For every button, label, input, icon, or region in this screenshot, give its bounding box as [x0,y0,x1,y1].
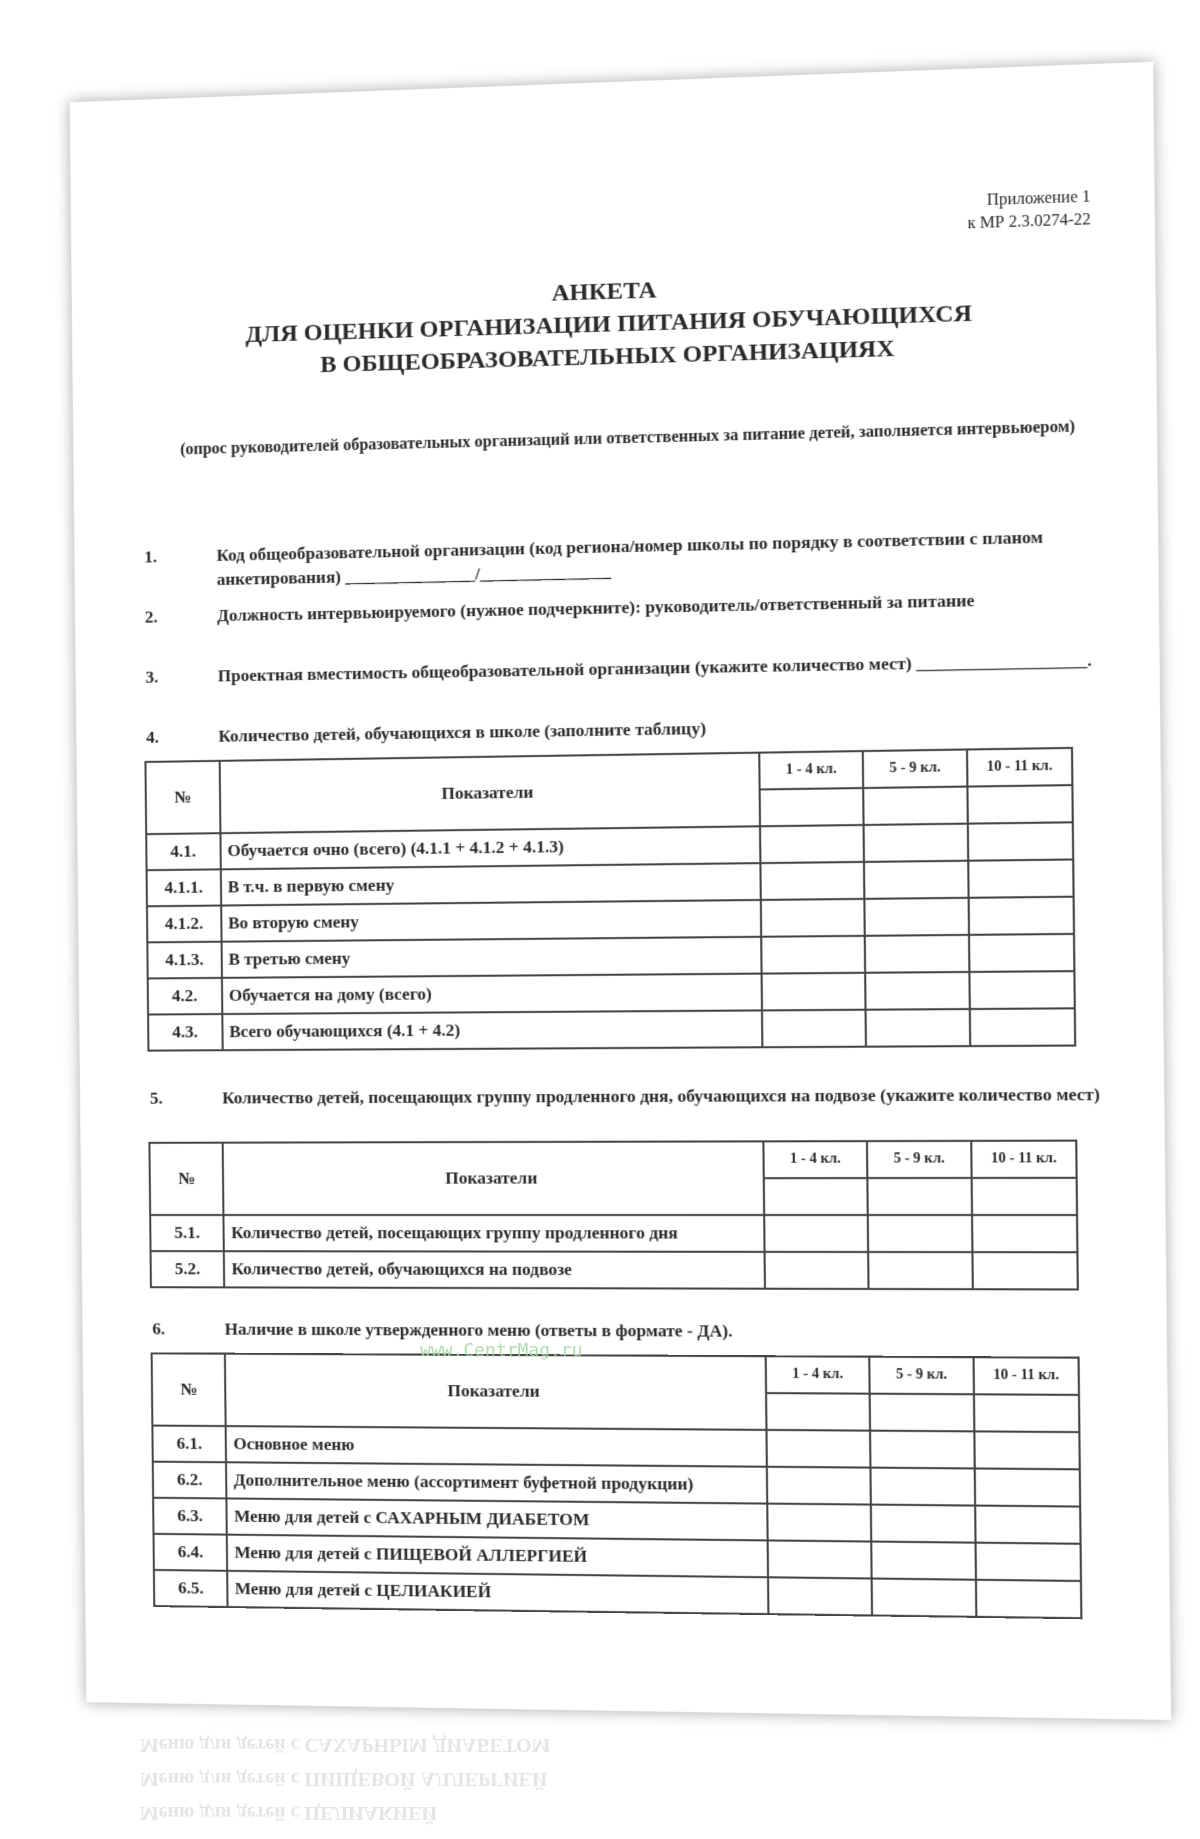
document-title [72,259,1157,389]
question-number: 5. [149,1088,163,1108]
question-number: 4. [146,727,160,747]
empty-cell[interactable] [865,972,970,1010]
empty-cell[interactable] [765,1252,869,1289]
empty-cell[interactable] [871,1542,976,1580]
empty-cell[interactable] [762,973,866,1011]
header-number: № [149,1143,223,1215]
empty-cell[interactable] [972,1252,1077,1289]
row-number: 4.1.2. [147,906,221,943]
empty-cell[interactable] [767,1430,871,1468]
table-row [150,1215,1077,1252]
title-line-3: В ОБЩЕОБРАЗОВАТЕЛЬНЫХ ОРГАНИЗАЦИЯХ [320,335,895,379]
appendix-note [967,186,1091,235]
empty-cell[interactable] [865,935,970,973]
question-number: 6. [152,1319,166,1339]
empty-cell[interactable] [764,1178,868,1215]
empty-cell[interactable] [761,936,865,974]
header-grade-5-9: 5 - 9 кл. [869,1357,974,1395]
empty-cell[interactable] [768,1577,872,1615]
question-text: Должность интервьюируемого (нужное подчеркните): руководитель/ответственный за питание [217,590,975,626]
empty-cell[interactable] [768,1540,872,1578]
question-text: Количество детей, посещающих группу продленного дня, обучающихся на подвозе (укажите количество мест) [222,1084,1100,1108]
reflection-line: Меню для детей с САХАРНЫМ ДИАБЕТОМ [140,1734,551,1756]
question-text: Проектная вместимость общеобразовательной организации (укажите количество мест) ___________________. [217,650,1092,686]
question-text: Количество детей, обучающихся в школе (заполните таблицу) [218,718,707,746]
question-2 [145,586,1095,629]
title-line-2: ДЛЯ ОЦЕНКИ ОРГАНИЗАЦИИ ПИТАНИЯ ОБУЧАЮЩИХСЯ [245,300,972,349]
row-label: Всего обучающихся (4.1 + 4.2) [222,1010,763,1050]
empty-cell[interactable] [864,861,969,899]
row-label: Меню для детей с ПИЩЕВОЙ АЛЛЕРГИЕЙ [227,1535,768,1578]
question-text: Наличие в школе утвержденного меню (ответы в формате - ДА). [224,1319,733,1341]
row-number: 4.1.1. [147,869,221,906]
question-number: 1. [144,547,158,567]
row-number: 5.1. [150,1215,224,1251]
empty-cell[interactable] [976,1580,1081,1618]
row-number: 4.3. [148,1014,222,1051]
watermark: www.CentrMag.ru [420,1340,583,1361]
empty-cell[interactable] [761,899,865,937]
empty-cell[interactable] [976,1543,1081,1581]
empty-cell[interactable] [974,1431,1079,1469]
empty-cell[interactable] [864,824,969,862]
empty-cell[interactable] [863,787,968,825]
empty-cell[interactable] [968,822,1073,860]
empty-cell[interactable] [767,1467,871,1505]
row-label: Обучается на дому (всего) [222,974,763,1014]
row-label: Меню для детей с ЦЕЛИАКИЕЙ [228,1571,769,1614]
row-label: Дополнительное меню (ассортимент буфетной продукции) [226,1462,767,1503]
row-number: 4.2. [148,978,222,1015]
header-indicators: Показатели [219,753,760,834]
row-number: 4.1.3. [147,942,221,979]
table-row [148,1008,1075,1050]
question-1 [144,524,1094,593]
empty-cell[interactable] [871,1468,976,1506]
row-label: Количество детей, обучающихся на подвозе [224,1251,765,1289]
row-number: 6.1. [152,1426,226,1463]
row-number: 5.2. [151,1251,225,1287]
empty-cell[interactable] [975,1468,1080,1506]
row-label: В третью смену [221,937,761,978]
empty-cell[interactable] [868,1215,973,1252]
empty-cell[interactable] [764,1215,868,1252]
empty-cell[interactable] [969,934,1074,972]
table-row [148,971,1075,1014]
empty-cell[interactable] [870,1431,975,1469]
table-header-row [152,1353,1079,1395]
empty-cell[interactable] [762,1010,866,1048]
empty-cell[interactable] [967,785,1072,824]
header-grade-1-4: 1 - 4 кл. [766,1356,870,1393]
empty-cell[interactable] [767,1504,871,1542]
table-row [151,1251,1078,1289]
row-number: 6.4. [154,1534,228,1571]
question-text: Код общеобразовательной организации (код региона/номер школы по порядку в соответствии с планом анкетирования) _______________/_______________ [216,527,1044,590]
table-children-count [144,747,1076,1052]
question-4 [146,710,1096,750]
header-grade-5-9: 5 - 9 кл. [867,1141,972,1178]
empty-cell[interactable] [969,897,1074,935]
empty-cell[interactable] [766,1393,870,1431]
appendix-line-1: Приложение 1 [986,188,1091,210]
header-grade-10-11: 10 - 11 кл. [971,1141,1076,1178]
empty-cell[interactable] [866,1009,971,1047]
empty-cell[interactable] [864,898,969,936]
row-number: 4.1. [146,833,220,870]
empty-cell[interactable] [868,1252,973,1289]
row-number: 6.2. [153,1462,227,1499]
row-number: 6.3. [153,1498,227,1535]
header-grade-1-4: 1 - 4 кл. [763,1141,867,1178]
header-indicators: Показатели [223,1141,764,1215]
question-5 [150,1083,1101,1111]
header-grade-5-9: 5 - 9 кл. [863,749,968,788]
empty-cell[interactable] [872,1579,977,1617]
empty-cell[interactable] [969,971,1074,1009]
header-number: № [152,1353,226,1426]
empty-cell[interactable] [975,1506,1080,1544]
empty-cell[interactable] [970,1008,1075,1046]
empty-cell[interactable] [871,1505,976,1543]
empty-cell[interactable] [968,859,1073,897]
row-label: В т.ч. в первую смену [220,863,760,905]
table-approved-menu [151,1352,1083,1619]
reflection-line: Меню для детей с ПИЩЕВОЙ АЛЛЕРГИЕЙ [140,1768,548,1790]
table-extended-day [148,1140,1078,1291]
empty-cell[interactable] [761,862,865,900]
question-number: 3. [145,667,159,687]
row-label: Во вторую смену [221,900,761,942]
document-sheet [70,62,1171,1720]
document-subtitle: (опрос руководителей образовательных организаций или ответственных за питание детей, заполняется интервьюером) [180,418,1076,459]
empty-cell[interactable] [974,1394,1079,1432]
header-number: № [145,761,220,834]
empty-cell[interactable] [972,1178,1077,1215]
row-label: Обучается очно (всего) (4.1.1 + 4.1.2 + 4.1.3) [220,826,760,869]
empty-cell[interactable] [867,1178,972,1215]
row-number: 6.5. [154,1570,228,1607]
question-3 [145,648,1095,690]
page-reflection [140,1700,1040,1830]
question-6 [152,1317,1103,1345]
header-grade-10-11: 10 - 11 кл. [967,748,1072,787]
header-grade-10-11: 10 - 11 кл. [974,1357,1079,1395]
empty-cell[interactable] [870,1394,975,1432]
reflection-line: Меню для детей с ЦЕЛИАКИЕЙ [140,1802,438,1824]
row-label: Количество детей, посещающих группу продленного дня [224,1215,765,1252]
appendix-line-2: к МР 2.3.0274-22 [967,210,1091,233]
empty-cell[interactable] [760,825,864,863]
header-grade-1-4: 1 - 4 кл. [759,751,863,789]
row-label: Меню для детей с САХАРНЫМ ДИАБЕТОМ [227,1498,768,1540]
row-label: Основное меню [226,1426,767,1467]
empty-cell[interactable] [760,788,864,826]
title-line-1: АНКЕТА [551,277,657,307]
table-header-row [149,1141,1076,1179]
question-number: 2. [144,607,158,627]
empty-cell[interactable] [972,1215,1077,1252]
header-indicators: Показатели [225,1354,766,1430]
